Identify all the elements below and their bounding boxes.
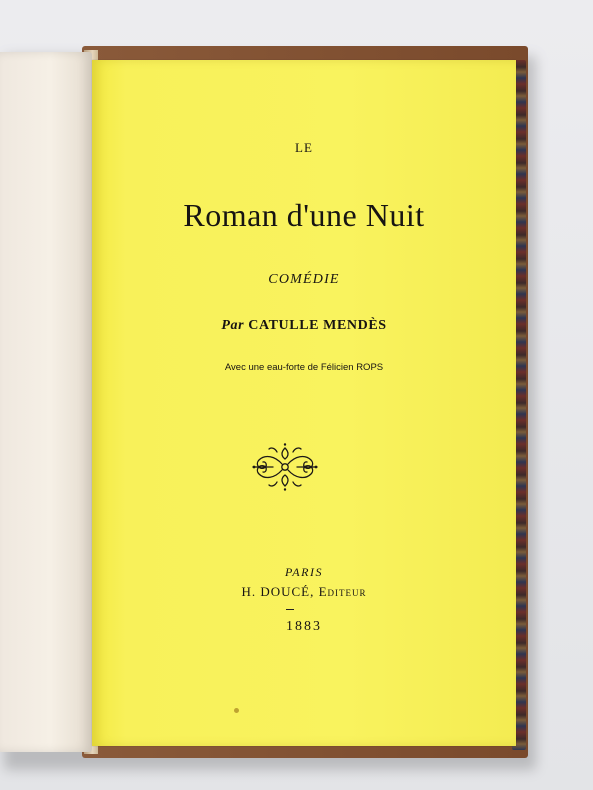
title-page: [92, 60, 516, 746]
etching-credit: Avec une eau-forte de Félicien ROPS: [224, 362, 384, 373]
author-prefix: Par: [221, 318, 245, 333]
author-line: [92, 318, 516, 334]
publication-year: 1883: [286, 619, 322, 634]
book-genre: COMÉDIE: [268, 272, 340, 287]
author-name: CATULLE MENDÈS: [248, 318, 387, 333]
publisher-line: [92, 584, 516, 600]
publication-city: PARIS: [285, 565, 323, 579]
foxing-spot: [234, 708, 239, 713]
fleuron-ornament-icon: [251, 442, 319, 492]
book-title: Roman d'une Nuit: [183, 197, 425, 233]
publisher-name: H. DOUCÉ,: [241, 584, 315, 599]
title-article: LE: [295, 140, 313, 155]
left-endpaper: [0, 52, 92, 752]
divider-rule: [286, 609, 294, 610]
publisher-role: Editeur: [318, 584, 367, 599]
